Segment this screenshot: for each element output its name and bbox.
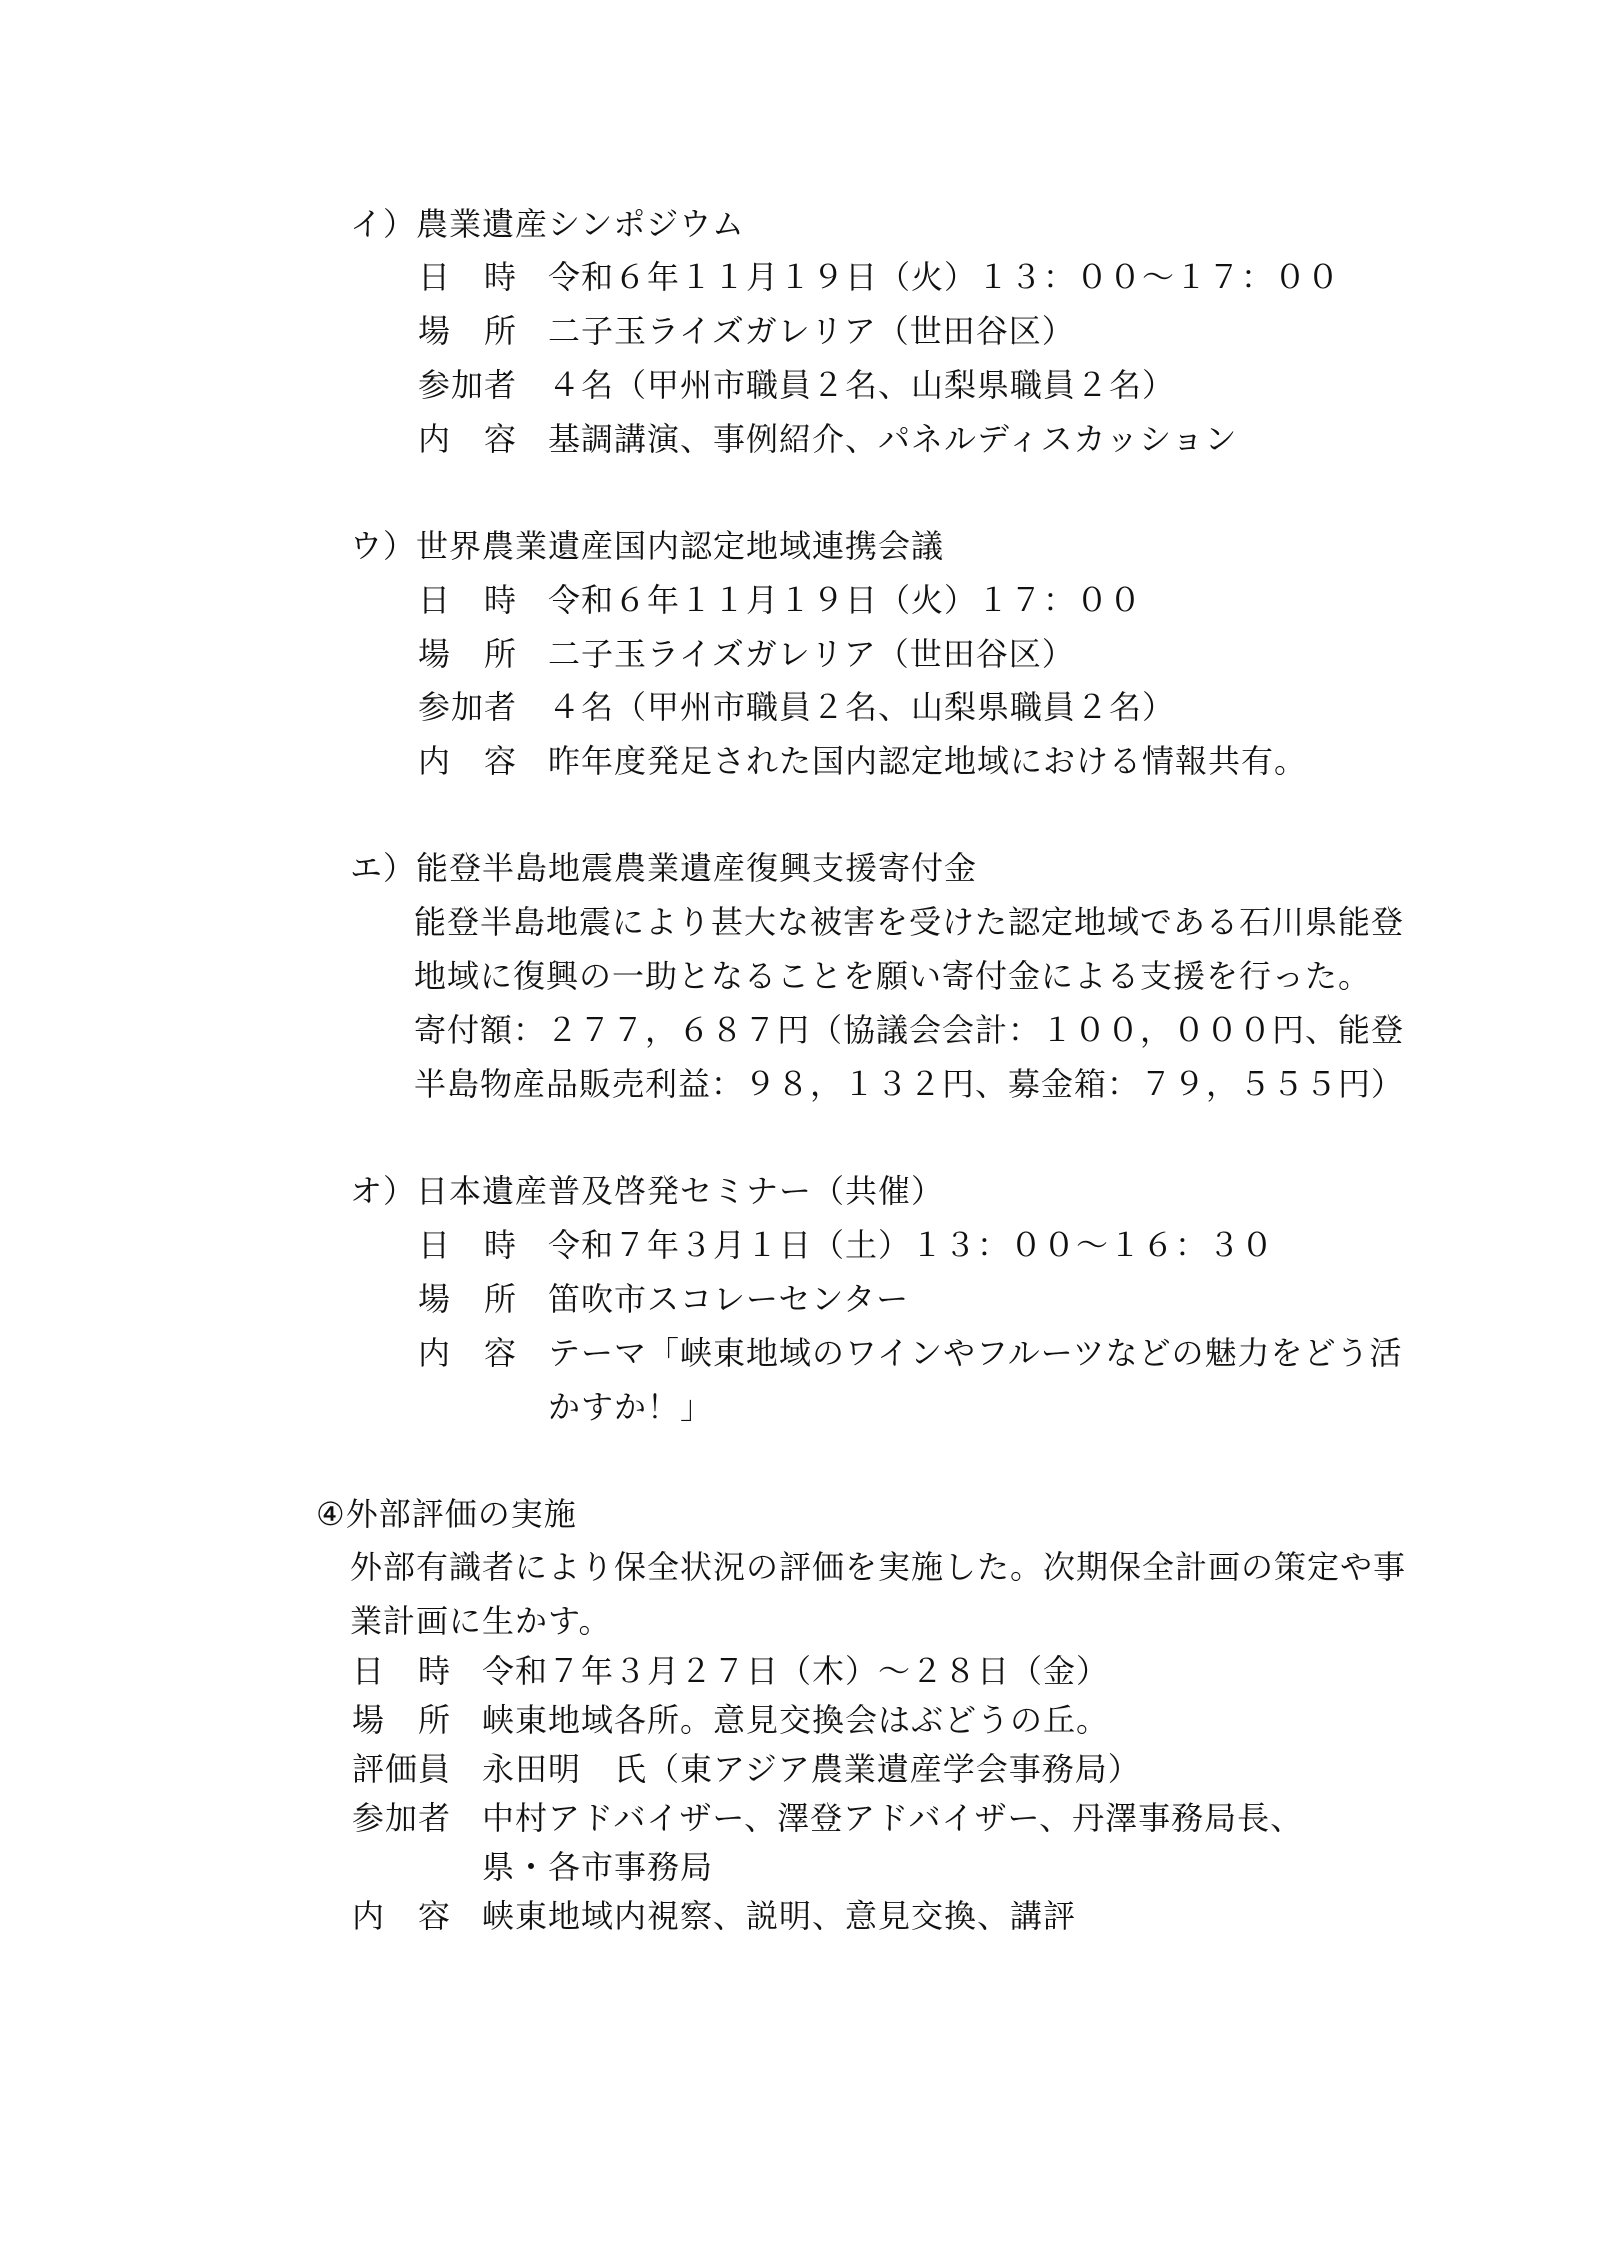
section-eval-date-label: 日時 xyxy=(352,1652,485,1690)
section-u-place-label: 場所 xyxy=(418,635,551,673)
section-o-content-line2: かすか！」 xyxy=(548,1388,714,1426)
section-o-heading: オ）日本遺産普及啓発セミナー（共催） xyxy=(350,1172,945,1210)
section-eval-participants-line1: 中村アドバイザー、澤登アドバイザー、丹澤事務局長、 xyxy=(482,1799,1304,1837)
section-u-content-label: 内容 xyxy=(418,742,551,780)
section-o-place: 笛吹市スコレーセンター xyxy=(548,1280,910,1318)
section-o-date-label: 日時 xyxy=(418,1226,551,1264)
section-eval-date: 令和７年３月２７日（木）～２８日（金） xyxy=(482,1652,1110,1690)
section-eval-heading: ④外部評価の実施 xyxy=(316,1495,577,1533)
section-u-date: 令和６年１１月１９日（火）１７：００ xyxy=(548,581,1143,619)
section-i-participants-label: 参加者 xyxy=(418,366,518,404)
section-u-heading: ウ）世界農業遺産国内認定地域連携会議 xyxy=(350,527,945,565)
section-eval-content-label: 内容 xyxy=(352,1897,485,1935)
section-e-body-line1: 能登半島地震により甚大な被害を受けた認定地域である石川県能登 xyxy=(414,903,1405,941)
section-i-place-label: 場所 xyxy=(418,312,551,350)
section-i-heading: イ）農業遺産シンポジウム xyxy=(350,205,745,243)
section-u-place: 二子玉ライズガレリア（世田谷区） xyxy=(548,635,1075,673)
section-i-content: 基調講演、事例紹介、パネルディスカッション xyxy=(548,420,1238,458)
section-eval-body-line1: 外部有識者により保全状況の評価を実施した。次期保全計画の策定や事 xyxy=(350,1548,1407,1586)
section-u-date-label: 日時 xyxy=(418,581,551,619)
section-i-participants: ４名（甲州市職員２名、山梨県職員２名） xyxy=(548,366,1176,404)
section-o-content-line1: テーマ「峡東地域のワインやフルーツなどの魅力をどう活 xyxy=(548,1334,1403,1372)
section-e-body-line2: 地域に復興の一助となることを願い寄付金による支援を行った。 xyxy=(414,957,1372,995)
section-i-date: 令和６年１１月１９日（火）１３：００～１７：００ xyxy=(548,258,1341,296)
section-u-participants: ４名（甲州市職員２名、山梨県職員２名） xyxy=(548,688,1176,726)
section-u-content: 昨年度発足された国内認定地域における情報共有。 xyxy=(548,742,1308,780)
section-eval-content: 峡東地域内視察、説明、意見交換、講評 xyxy=(482,1897,1077,1935)
section-eval-place-label: 場所 xyxy=(352,1701,485,1739)
section-e-heading: エ）能登半島地震農業遺産復興支援寄付金 xyxy=(350,849,978,887)
section-o-date: 令和７年３月１日（土）１３：００～１６：３０ xyxy=(548,1226,1275,1264)
section-eval-evaluator: 永田明 氏（東アジア農業遺産学会事務局） xyxy=(482,1750,1141,1788)
section-eval-participants-label: 参加者 xyxy=(352,1799,452,1837)
section-o-content-label: 内容 xyxy=(418,1334,551,1372)
section-eval-place: 峡東地域各所。意見交換会はぶどうの丘。 xyxy=(482,1701,1110,1739)
section-eval-evaluator-label: 評価員 xyxy=(352,1750,452,1788)
section-e-amount-line1: 寄付額：２７７，６８７円（協議会会計：１００，０００円、能登 xyxy=(414,1011,1405,1049)
section-i-date-label: 日時 xyxy=(418,258,551,296)
section-eval-body-line2: 業計画に生かす。 xyxy=(350,1602,612,1640)
section-i-place: 二子玉ライズガレリア（世田谷区） xyxy=(548,312,1075,350)
section-i-content-label: 内容 xyxy=(418,420,551,458)
section-eval-participants-line2: 県・各市事務局 xyxy=(482,1848,714,1886)
section-e-amount-line2: 半島物産品販売利益：９８，１３２円、募金箱：７９，５５５円） xyxy=(414,1065,1405,1103)
section-o-place-label: 場所 xyxy=(418,1280,551,1318)
section-u-participants-label: 参加者 xyxy=(418,688,518,726)
